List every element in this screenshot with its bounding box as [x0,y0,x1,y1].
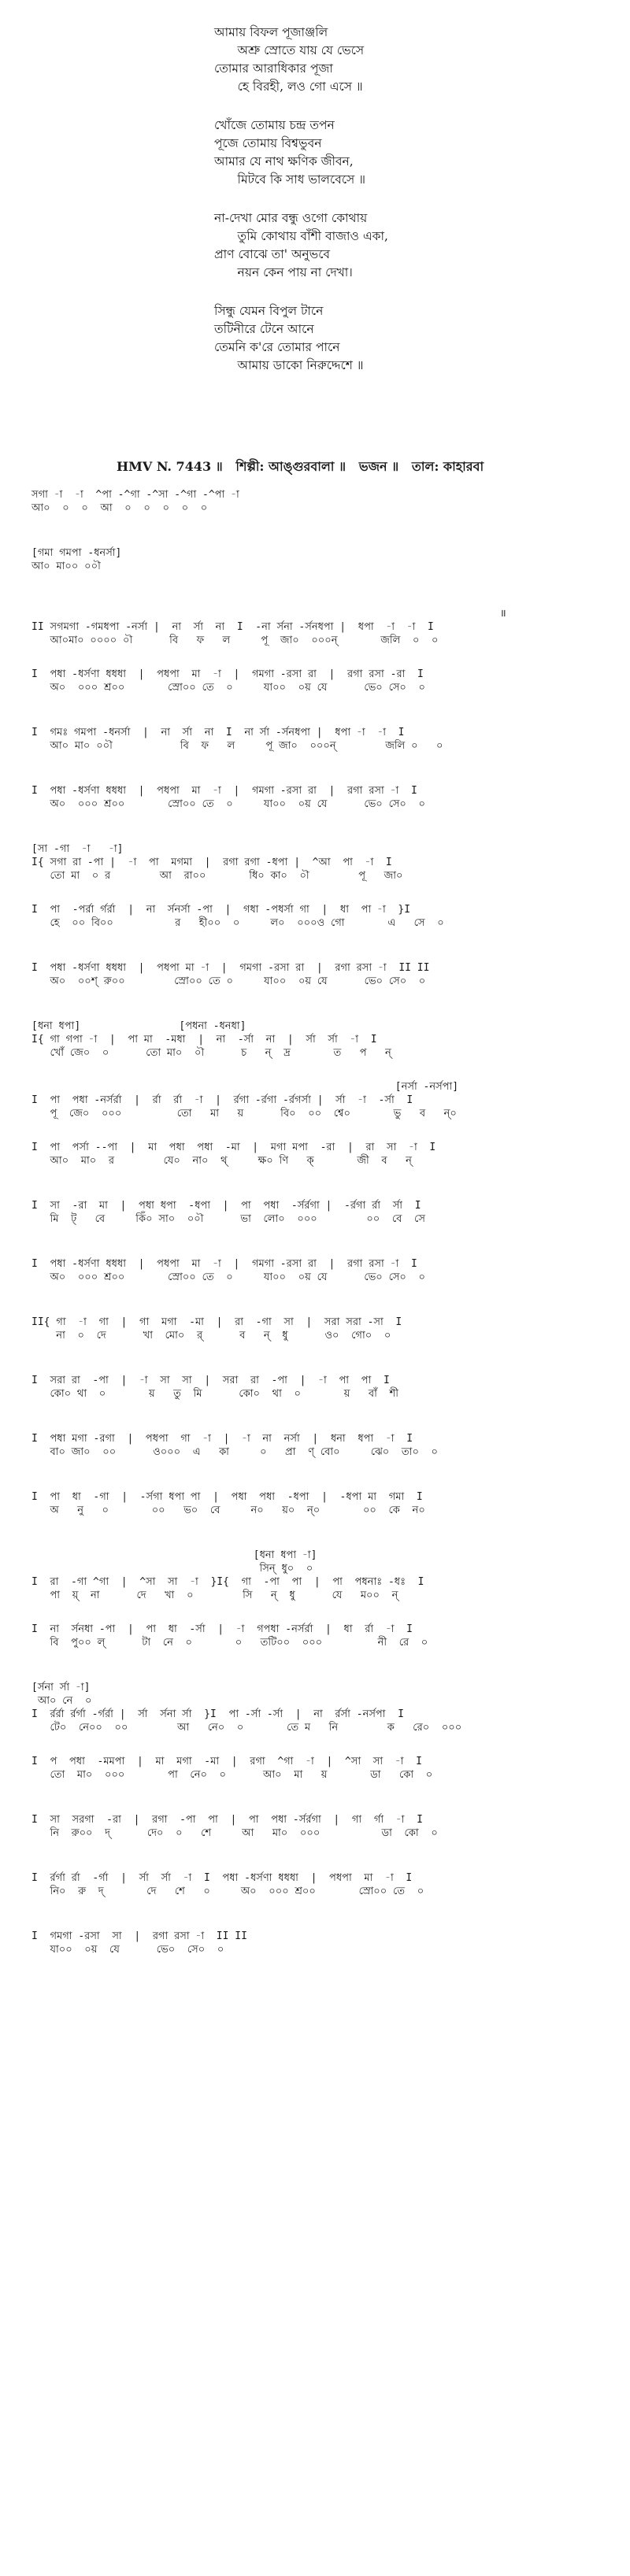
lyrics-poem [214,24,545,395]
lyric-syllable-line: বা০ জা০ ০০ ও০০০ এ কা ০ প্রা ণ্ বো০ ঝে০ তা০ ০ [32,1446,438,1458]
swara-line: II{ গা -া গা | গা মগা -মা | রা -গা সা | সরা সরা -সা I [32,1316,402,1328]
notation-sheet [32,488,614,1988]
lyric-syllable-line: আ০মা০ ০০০০ ০ৗ বি ফ ল পূ জা০ ০০০ন্ জলি ০ ০ [32,635,439,646]
notation-row [32,1813,614,1871]
lyric-syllable-line: না ০ দে খা মো০ র্ ব ন্ ধু ও০ গো০ ০ [32,1330,391,1342]
notation-row [32,784,614,842]
notation-annotation: [সা -গা -া -া] [32,843,124,855]
lyric-syllable-line: যা০০ ০য় যে ভে০ সে০ ০ [32,1944,224,1956]
swara-line: I পধা মগা -রগা | পধপা গা -া | -া না নর্সা | ধনা ধপা -া I [32,1433,413,1445]
swara-line: I পা ধা -গা | -র্সগা ধপা পা | পধা পধা -ধপা | -ধপা মা গমা I [32,1491,423,1503]
poem-line: সিন্ধু যেমন বিপুল টানে [214,304,324,318]
lyric-syllable-line: কো০ থা ০ য় তু মি কো০ থা ০ য় বাঁ শী [32,1388,398,1400]
notation-row [32,546,614,607]
swara-line: I{ গা গপা -া | পা মা -মধা | না -র্সা না | র্সা র্সা -া I [32,1034,377,1046]
swara-line: I পা পর্সা --পা | মা পধা পধা -মা | মগা মপা -রা | রা সা -া I [32,1142,436,1153]
notation-annotation: [ধনা ধপা] [পধনা -ধনধা] [32,1020,246,1032]
poem-line: আমার যে নাথ ক্ষণিক জীবন, [214,154,354,168]
notation-row [32,726,614,784]
notation-annotation: ॥ [32,608,506,620]
lyric-syllable-line: আ০ ০ ০ আ ০ ০ ০ ০ ০ [32,502,208,514]
poem-line: প্রাণ বোঝে তা' অনুভবে [214,247,331,261]
poem-stanza [214,209,545,282]
poem-line: মিটবে কি সাধ ভালবেসে ॥ [214,172,365,187]
poem-stanza [214,302,545,375]
lyric-syllable-line: অ০ ০০০ শ্র০০ স্রো০০ তে ০ যা০০ ০য় যে ভে০ সে০ ০ [32,1271,425,1283]
swara-line: I পা পধা -নর্সর্রা | র্রা র্রা -া | র্রগা -র্রগা -র্রগর্সা | র্সা -া -র্সা I [32,1094,413,1106]
poem-line: তেমনি ক'রে তোমার পানে [214,340,340,354]
notation-row [32,1549,614,1623]
lyric-syllable-line: অ০ ০০০ শ্র০০ স্রো০০ তে ০ যা০০ ০য় যে ভে০ সে০ ০ [32,798,425,810]
notation-row [32,1490,614,1549]
swara-line: I গমঃ গমপা -ধনর্সা | না র্সা না I না র্সা -র্সনধপা | ধপা -া -া I [32,727,405,738]
poem-line: খোঁজে তোমায় চন্দ্র তপন [214,118,335,132]
lyric-syllable-line: পূ জে০ ০০০ তো মা য় বি০ ০০ শ্বে০ ভু ব ন্০ [32,1108,457,1120]
notation-row [32,842,614,903]
notation-annotation: [গমা গমপা -ধনর্সা] [32,547,122,559]
lyric-syllable-line: অ নু ০ ০০ ভ০ বে ন০ য়০ ন্০ ০০ কে ন০ [32,1505,425,1516]
notation-row [32,1316,614,1374]
poem-line: অশ্রু স্রোতে যায় যে ভেসে [214,43,365,57]
swara-line: I পা -পর্রা র্গর্রা | না র্সনর্সা -পা | গধা -পধর্সা গা | ধা পা -া }I [32,904,411,916]
notation-row [32,1681,614,1755]
notation-row [32,1374,614,1432]
lyric-syllable-line: তো মা ০ র আ রা০০ ধি০ কা০ ০ৗ পূ জা০ [32,870,403,882]
poem-line: নয়ন কেন পায় না দেখা। [214,265,353,279]
lyric-syllable-line: নি০ রু দ্ দে শে ০ অ০ ০০০ শ্র০০ স্রো০০ তে ০ [32,1886,424,1897]
notation-annotation: [নর্সা -নর্সপা] [32,1081,459,1093]
lyric-syllable-line: মি ট্ বে কিঁ০ সা০ ০০ৗ ভা লো০ ০০০ ০০ বে সে [32,1213,425,1225]
swara-line: I না র্সনধা -পা | পা ধা -র্সা | -া গপধা -নর্সর্রা | ধা র্রা -া I [32,1623,413,1635]
poem-line: না-দেখা মোর বন্ধু ওগো কোথায় [214,211,368,225]
lyric-syllable-line: আ০ মা০ র যে০ না০ থ্ ক্ষ০ ণি ক্ জী ব ন্ [32,1155,412,1167]
lyric-syllable-line: অ০ ০০শ্ রু০০ স্রো০০ তে ০ যা০০ ০য় যে ভে০ সে০ ০ [32,975,426,987]
notation-row [32,1257,614,1316]
poem-line: তোমার আরাধিকার পূজা [214,61,333,76]
swara-line: I র্রর্গা র্রা -র্গা | র্সা র্সা -া I পধা -ধর্সণা ধধধা | পধপা মা -া I [32,1872,413,1884]
record-info: HMV N. 7443 ॥ শিল্পী: আঙ্গুরবালা ॥ ভজন ॥ তাল: কাহারবা [117,459,484,474]
notation-row [32,1199,614,1257]
swara-line: I পধা -ধর্সণা ধধধা | পধপা মা -া | গমগা -রসা রা | রগা রসা -া II II [32,962,430,974]
poem-line: আমায় বিফল পূজাঞ্জলি [214,25,328,39]
notation-row [32,488,614,546]
swara-line: I সরা রা -পা | -া সা সা | সরা রা -পা | -া পা পা I [32,1375,390,1386]
swara-line: I রা -গা ^গা | ^সা সা -া }I{ গা -পা পা | পা পধনাঃ -ধঃ I [32,1576,424,1588]
notation-row [32,1020,614,1080]
notation-annotation: [ধনা ধপা -া] সিন্ ধু০ ০ [253,1549,317,1575]
notation-row [32,1930,614,1988]
poem-stanza [214,24,545,96]
swara-line: I সা সরগা -রা | রগা -পা পা | পা পধা -র্সর্রগা | গা র্গা -া I [32,1814,423,1826]
swara-line: II সগমগা -গমধপা -নর্সা | না র্সা না I -না র্সনা -র্সনধপা | ধপা -া -া I [32,621,434,633]
poem-line: হে বিরহী, লও গো এসে ॥ [214,80,363,94]
notation-row [32,668,614,726]
notation-annotation: [র্সনা র্সা -া] আ০ নে ০ [32,1682,92,1707]
lyric-syllable-line: টে০ নে০০ ০০ আ নে০ ০ তে ম নি ক রে০ ০০০ [32,1722,462,1734]
lyric-syllable-line: বি পু০০ ল্ টা নে ০ ০ তটি০০ ০০০ নী রে ০ [32,1637,428,1649]
swara-line: I পধা -ধর্সণা ধধধা | পধপা মা -া | গমগা -রসা রা | রগা রসা -রা I [32,668,424,680]
notation-row [32,1141,614,1199]
lyric-syllable-line: অ০ ০০০ শ্র০০ স্রো০০ তে ০ যা০০ ০য় যে ভে০ সে০ ০ [32,682,425,694]
poem-stanza [214,117,545,189]
swara-line: I{ সগা রা -পা | -া পা মগমা | রগা রগা -ধপা | ^আ পা -া I [32,857,392,868]
notation-row [32,961,614,1020]
poem-line: তটিনীরে টেনে আনে [214,322,314,336]
swara-line: I সা -রা মা | পধা ধপা -ধপা | পা পধা -র্সর্রগা | -র্রগা র্রা র্সা I [32,1200,421,1212]
lyric-syllable-line: আ০ মা০০ ০০ৗ [32,561,101,572]
notation-row [32,1432,614,1490]
lyric-syllable-line: নি রু০০ দ্ দে০ ০ শে আ মা০ ০০০ ডা কো ০ [32,1827,438,1839]
notation-row [32,1623,614,1681]
swara-line: I পধা -ধর্সণা ধধধা | পধপা মা -া | গমগা -রসা রা | রগা রসা -া I [32,785,417,797]
lyric-syllable-line: আ০ মা০ ০০ৗ বি ফ ল পূ জা০ ০০০ন্ জলি ০ ০ [32,740,443,752]
notation-row [32,903,614,961]
swara-line: I গমগা -রসা সা | রগা রসা -া II II [32,1930,247,1942]
poem-line: পূজে তোমায় বিশ্বভুবন [214,136,322,150]
swara-line: I প পধা -মমপা | মা মগা -মা | রগা ^গা -া | ^সা সা -া I [32,1756,422,1767]
swara-line: সগা -া -া ^পা -^গা -^সা -^গা -^পা -া [32,489,239,501]
swara-line: I র্রর্রা র্রর্গা -র্গর্রা | র্সা র্সনা র্সা }I পা -র্সা -র্সা | না র্রর্সা -নর্সপা I [32,1708,405,1720]
poem-line: তুমি কোথায় বাঁশী বাজাও একা, [214,229,388,243]
lyric-syllable-line: তো মা০ ০০০ পা নে০ ০ আ০ মা য় ডা কো ০ [32,1769,433,1781]
lyric-syllable-line: হে ০০ বি০০ র হী০০ ০ ল০ ০০০ও গো এ সে ০ [32,917,444,929]
notation-row [32,607,614,668]
swara-line: I পধা -ধর্সণা ধধধা | পধপা মা -া | গমগা -রসা রা | রগা রসা -া I [32,1258,417,1270]
lyric-syllable-line: খোঁ জে০ ০ তো মা০ ০ৗ চ ন্ দ্র ত প ন্ [32,1047,391,1059]
poem-line: আমায় ডাকো নিরুদ্দেশে ॥ [214,358,364,372]
notation-row [32,1755,614,1813]
lyric-syllable-line: পা য়্ না দে খা ০ সি ন্ ধু যে ম০০ ন্ [32,1590,398,1601]
notation-row [32,1871,614,1930]
notation-row [32,1080,614,1141]
